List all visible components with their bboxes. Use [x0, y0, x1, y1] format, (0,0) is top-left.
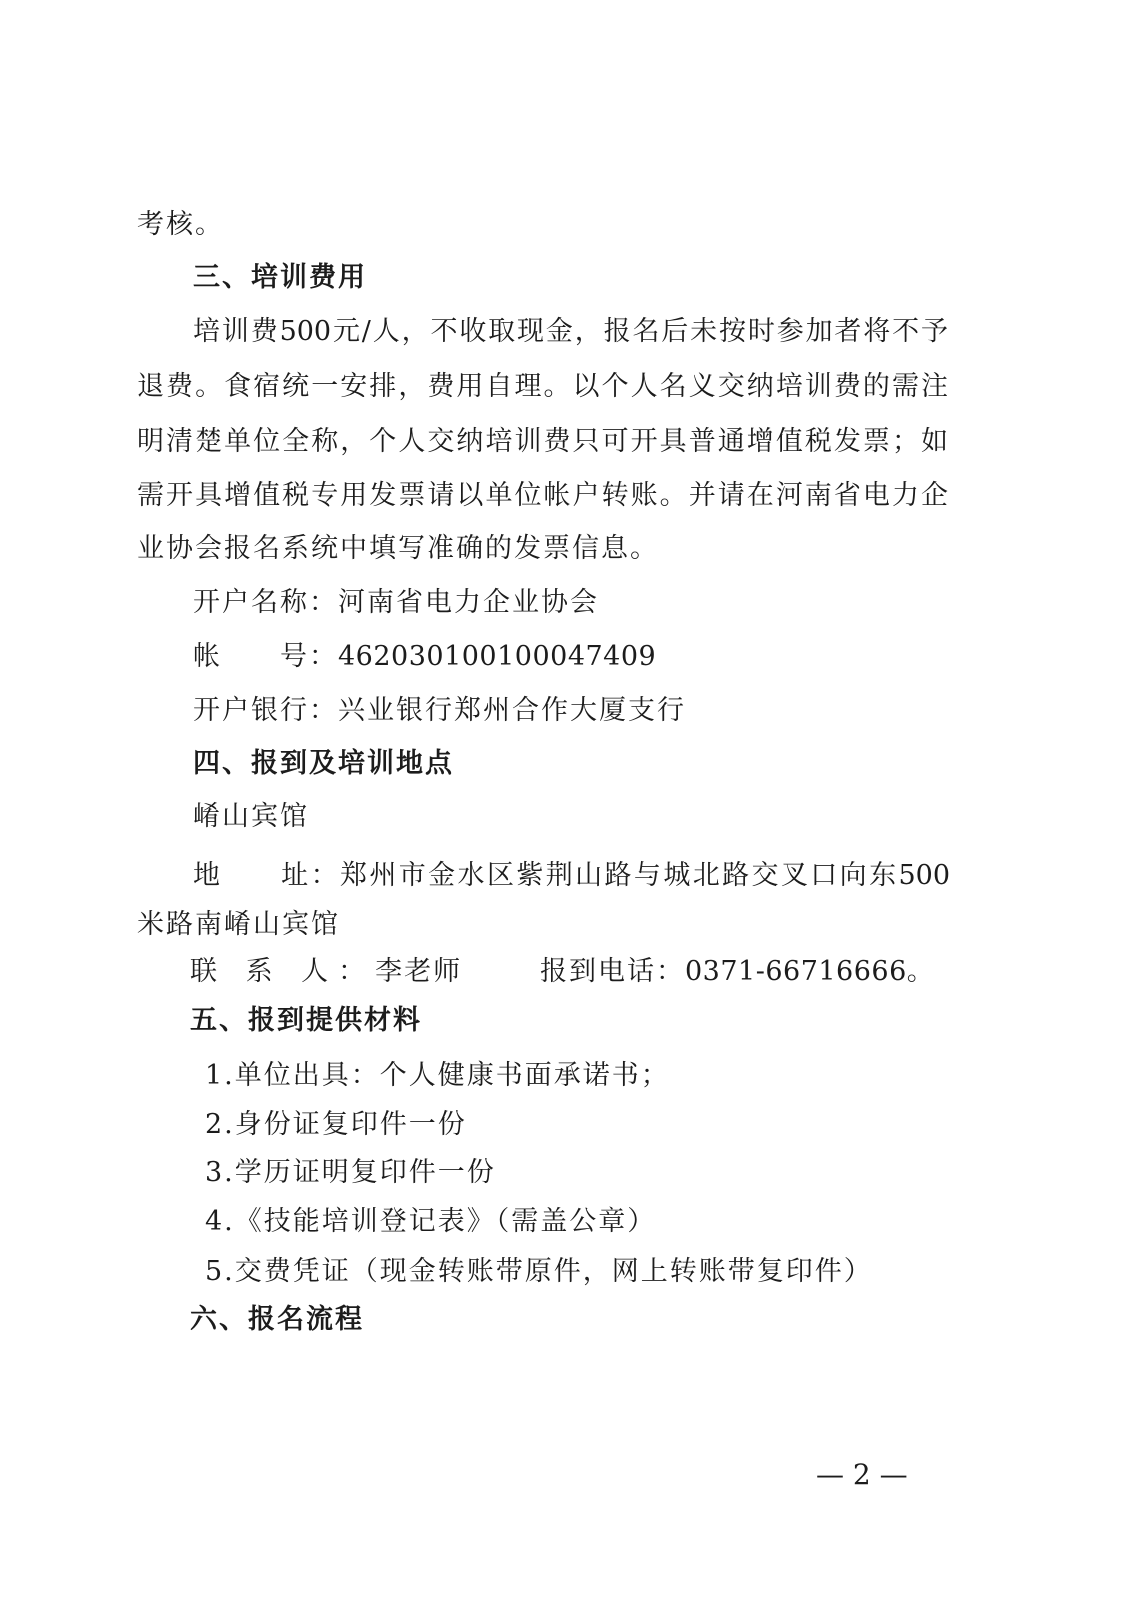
materials-list-item: 3.学历证明复印件一份: [205, 1157, 496, 1188]
account-number-row: [193, 639, 656, 675]
phone-value: 0371-66716666。: [685, 956, 935, 987]
address-label: 地 址：: [193, 860, 340, 891]
phone-row: [540, 954, 934, 990]
materials-list-item: 1.单位出具：个人健康书面承诺书；: [205, 1060, 670, 1091]
fee-paragraph-line: 需开具增值税专用发票请以单位帐户转账。并请在河南省电力企: [137, 480, 948, 511]
carryover-text: 考核。: [137, 209, 224, 240]
venue-name: 崤山宾馆: [193, 801, 309, 832]
fee-paragraph-line: 业协会报名系统中填写准确的发票信息。: [137, 533, 659, 564]
account-number-value: 462030100100047409: [338, 641, 657, 672]
phone-label: 报到电话：: [540, 956, 685, 987]
address-value: 郑州市金水区紫荆山路与城北路交叉口向东500: [339, 860, 950, 891]
address-row: [193, 858, 950, 894]
section-heading-venue: 四、报到及培训地点: [193, 748, 454, 779]
section-heading-materials: 五、报到提供材料: [190, 1005, 422, 1036]
account-number-label: 帐 号：: [193, 641, 338, 672]
section-heading-fees: 三、培训费用: [193, 262, 367, 293]
bank-value: 兴业银行郑州合作大厦支行: [338, 695, 686, 726]
materials-list-item: 5.交费凭证（现金转账带原件，网上转账带复印件）: [205, 1256, 873, 1287]
account-name-value: 河南省电力企业协会: [338, 587, 599, 618]
bank-row: [193, 693, 686, 729]
contact-label: 联 系 人：: [190, 956, 376, 987]
materials-list-item: 4.《技能培训登记表》（需盖公章）: [205, 1206, 657, 1237]
account-name-label: 开户名称：: [193, 587, 338, 618]
section-heading-process: 六、报名流程: [190, 1304, 364, 1335]
page-number: — 2 —: [816, 1458, 908, 1491]
fee-paragraph-line: 明清楚单位全称，个人交纳培训费只可开具普通增值税发票；如: [137, 426, 948, 457]
fee-paragraph-line: 培训费500元/人，不收取现金，报名后未按时参加者将不予: [193, 316, 948, 347]
bank-label: 开户银行：: [193, 695, 338, 726]
address-continuation: 米路南崤山宾馆: [137, 909, 340, 940]
account-name-row: [193, 585, 599, 621]
materials-list-item: 2.身份证复印件一份: [205, 1109, 467, 1140]
contact-row: [190, 954, 462, 990]
fee-paragraph-line: 退费。食宿统一安排，费用自理。以个人名义交纳培训费的需注: [137, 371, 948, 402]
contact-value: 李老师: [375, 956, 463, 987]
